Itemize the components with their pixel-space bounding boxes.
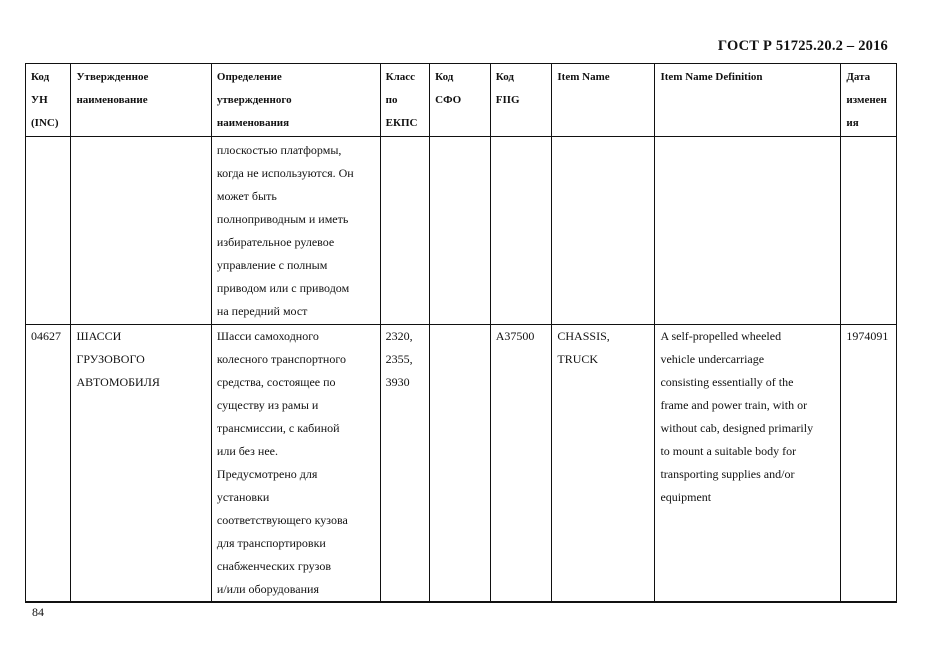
- text-line: управление с полным: [216, 258, 328, 272]
- text-line: ШАССИ: [76, 329, 122, 343]
- text-line: соответствующего кузова: [216, 513, 348, 527]
- text-line: трансмиссии, с кабиной: [216, 421, 340, 435]
- text-line: ия: [846, 117, 859, 129]
- text-line: vehicle undercarriage: [660, 352, 765, 366]
- text-line: АВТОМОБИЛЯ: [76, 375, 160, 389]
- cell-approved-name: [71, 325, 211, 603]
- text-line: наименование: [76, 94, 148, 106]
- text-line: по: [385, 94, 398, 106]
- text-line: средства, состоящее по: [216, 375, 336, 389]
- text-line: 3930: [385, 375, 410, 389]
- text-line: полноприводным и иметь: [216, 212, 349, 226]
- text-line: или без нее.: [216, 444, 278, 458]
- col-header-inc: [26, 64, 71, 137]
- text-line: 2320,: [385, 329, 413, 343]
- text-line: equipment: [660, 490, 712, 504]
- col-header-item-name: [552, 64, 655, 137]
- table-row: [26, 137, 897, 325]
- text-line: на передний мост: [216, 304, 308, 318]
- text-line: CHASSIS,: [557, 329, 610, 343]
- text-line: Предусмотрено для: [216, 467, 318, 481]
- cell-date: [841, 137, 897, 325]
- text-line: наименования: [216, 117, 290, 129]
- page-number: 84: [32, 605, 44, 619]
- cell-fiig: [490, 137, 552, 325]
- cell-item-definition: [655, 137, 841, 325]
- text-line: Шасси самоходного: [216, 329, 319, 343]
- text-line: утвержденного: [216, 94, 292, 106]
- text-line: frame and power train, with or: [660, 398, 808, 412]
- cell-item-name: [552, 325, 655, 603]
- text-line: ГРУЗОВОГО: [76, 352, 145, 366]
- col-header-change-date: [841, 64, 897, 137]
- text-line: изменен: [846, 94, 887, 106]
- text-line: Определение: [216, 71, 282, 83]
- cell-date: 1974091: [841, 325, 897, 603]
- table-row: [26, 325, 897, 603]
- text-line: снабженческих грузов: [216, 559, 332, 573]
- text-line: Утвержденное: [76, 71, 149, 83]
- text-line: A self-propelled wheeled: [660, 329, 782, 343]
- text-line: избирательное рулевое: [216, 235, 335, 249]
- text-line: для транспортировки: [216, 536, 326, 550]
- text-line: to mount a suitable body for: [660, 444, 797, 458]
- cell-definition: [211, 137, 380, 325]
- text-line: и/или оборудования: [216, 582, 319, 596]
- col-header-fiig-code: [490, 64, 552, 137]
- cell-definition: [211, 325, 380, 603]
- text-line: существу из рамы и: [216, 398, 319, 412]
- text-line: Дата: [846, 71, 871, 83]
- text-line: колесного транспортного: [216, 352, 346, 366]
- text-line: (INC): [31, 117, 59, 129]
- text-line: может быть: [216, 189, 277, 203]
- text-line: transporting supplies and/or: [660, 467, 795, 481]
- cell-ekps: [380, 325, 430, 603]
- text-line: плоскостью платформы,: [216, 143, 342, 157]
- text-line: TRUCK: [557, 352, 599, 366]
- cell-inc: 04627: [26, 325, 71, 603]
- text-line: приводом или с приводом: [216, 281, 350, 295]
- col-header-sfo-code: [430, 64, 491, 137]
- text-line: consisting essentially of the: [660, 375, 794, 389]
- cell-item-name: [552, 137, 655, 325]
- text-line: Код: [31, 71, 50, 83]
- classifier-table: [25, 63, 897, 603]
- col-header-approved-name: [71, 64, 211, 137]
- text-line: 2355,: [385, 352, 413, 366]
- text-line: Item Name: [557, 71, 610, 83]
- text-line: Item Name Definition: [660, 71, 763, 83]
- header-row: [26, 64, 897, 137]
- cell-sfo: [430, 137, 491, 325]
- cell-fiig: A37500: [490, 325, 552, 603]
- text-line: Класс: [385, 71, 416, 83]
- cell-ekps: [380, 137, 430, 325]
- document-code: ГОСТ Р 51725.20.2 – 2016: [717, 38, 888, 54]
- text-line: установки: [216, 490, 270, 504]
- cell-approved-name: [71, 137, 211, 325]
- col-header-definition: [211, 64, 380, 137]
- col-header-item-name-definition: [655, 64, 841, 137]
- cell-item-definition: [655, 325, 841, 603]
- text-line: FIIG: [495, 94, 520, 106]
- text-line: ЕКПС: [385, 117, 418, 129]
- cell-inc: [26, 137, 71, 325]
- text-line: Код: [435, 71, 454, 83]
- text-line: УН: [31, 94, 48, 106]
- text-line: когда не используются. Он: [216, 166, 354, 180]
- cell-sfo: [430, 325, 491, 603]
- text-line: without cab, designed primarily: [660, 421, 814, 435]
- col-header-ekps-class: [380, 64, 430, 137]
- text-line: СФО: [435, 94, 462, 106]
- text-line: Код: [495, 71, 514, 83]
